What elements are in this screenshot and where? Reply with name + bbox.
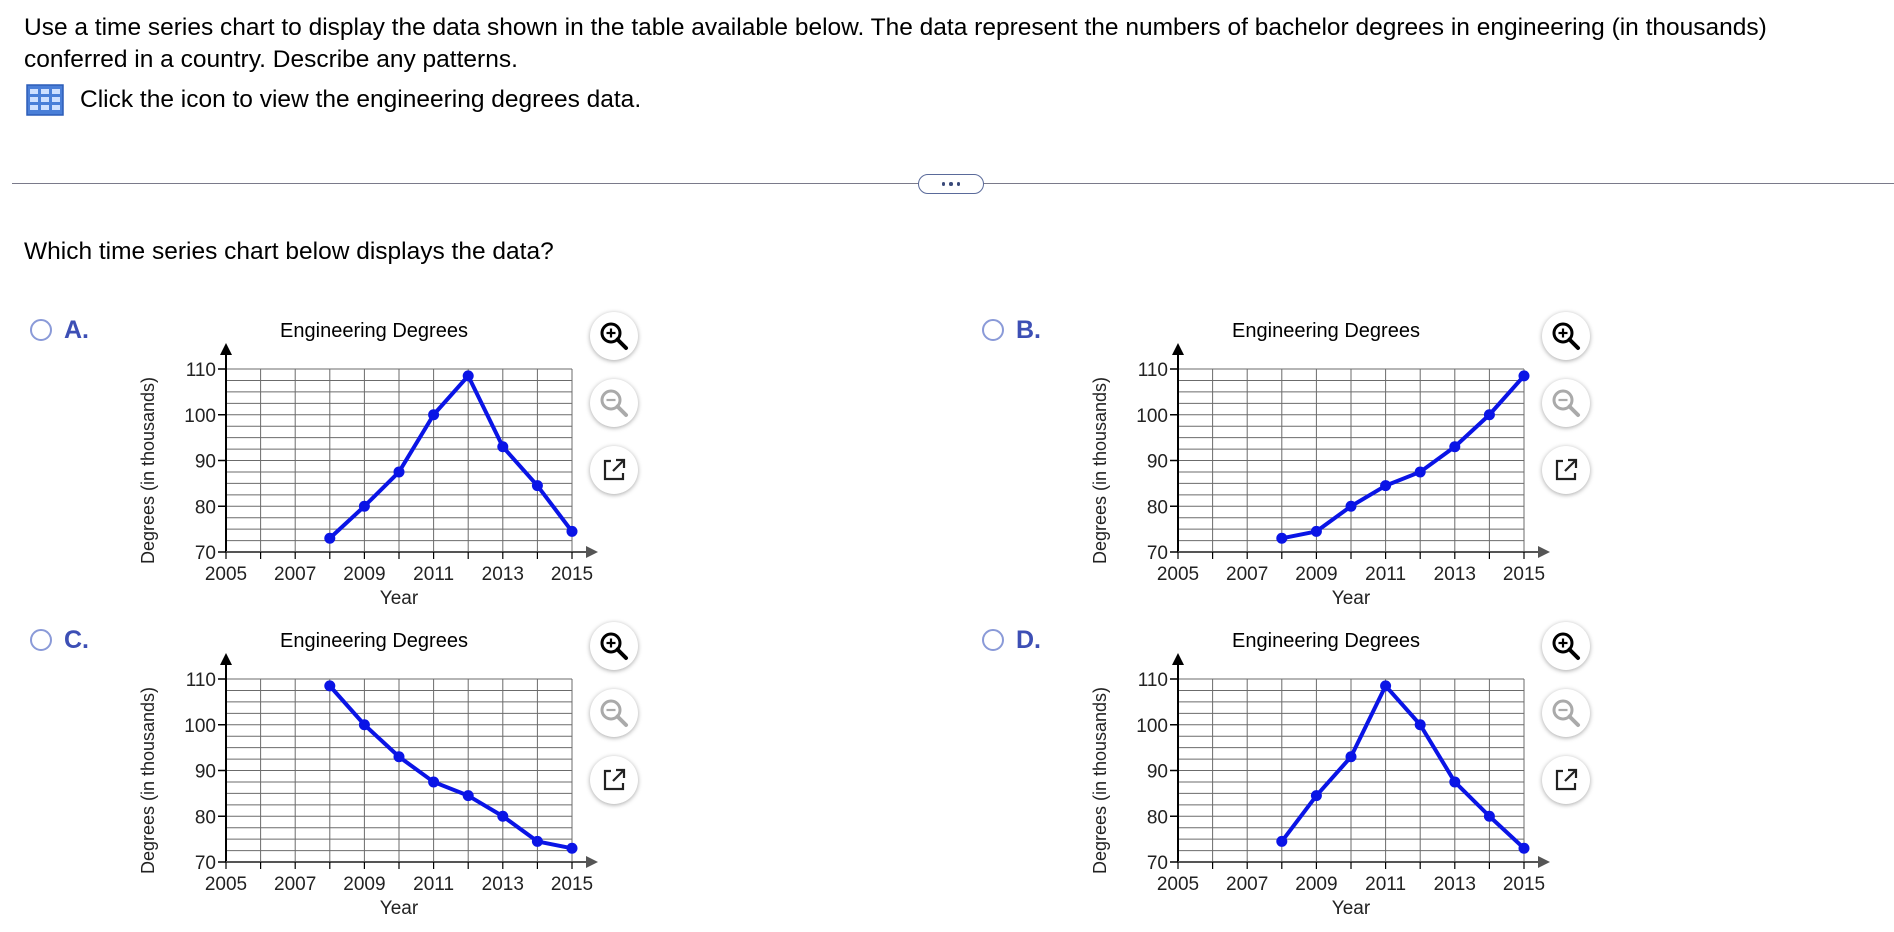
- option-a-radio[interactable]: [30, 319, 52, 341]
- y-axis-arrow: [1172, 653, 1184, 665]
- data-point: [1415, 466, 1426, 477]
- x-tick-label: 2005: [1156, 874, 1200, 895]
- x-tick-label: 2009: [1295, 564, 1338, 585]
- chart-title: Engineering Degrees: [280, 320, 468, 342]
- x-tick-label: 2009: [1295, 874, 1338, 895]
- y-tick-label: 100: [1136, 715, 1168, 737]
- x-axis-arrow: [1538, 546, 1550, 558]
- data-point: [1380, 480, 1391, 491]
- option-b-zoom-out-button[interactable]: [1542, 379, 1590, 427]
- x-tick-label: 2005: [204, 874, 248, 895]
- x-tick-label: 2013: [1433, 564, 1476, 585]
- data-point: [359, 501, 370, 512]
- data-point: [1519, 843, 1530, 854]
- x-tick-label: 2007: [274, 564, 317, 585]
- data-point: [1415, 719, 1426, 730]
- data-point: [1346, 501, 1357, 512]
- y-tick-label: 110: [1137, 360, 1168, 381]
- data-point: [463, 370, 474, 381]
- series-line: [330, 376, 572, 538]
- x-axis-label: Year: [379, 898, 419, 919]
- zoom-out-icon[interactable]: [1549, 386, 1583, 420]
- option-c-popout-button[interactable]: [590, 756, 638, 804]
- more-options-button[interactable]: [918, 174, 984, 194]
- data-point: [428, 409, 439, 420]
- option-a-chart: [98, 311, 618, 609]
- x-tick-label: 2009: [343, 564, 386, 585]
- y-tick-label: 90: [194, 761, 216, 783]
- data-point: [1484, 409, 1495, 420]
- series-line: [330, 686, 572, 848]
- y-tick-label: 70: [194, 853, 216, 874]
- option-b-popout-button[interactable]: [1542, 446, 1590, 494]
- data-point: [532, 836, 543, 847]
- data-point: [463, 790, 474, 801]
- data-point: [1276, 533, 1287, 544]
- option-c-radio[interactable]: [30, 629, 52, 651]
- data-point: [1449, 776, 1460, 787]
- popout-icon[interactable]: [1551, 455, 1581, 485]
- data-point: [1311, 790, 1322, 801]
- y-tick-label: 80: [194, 497, 216, 519]
- y-axis-label: Degrees (in thousands): [138, 686, 158, 875]
- data-point: [497, 441, 508, 452]
- option-a-zoom-out-button[interactable]: [590, 379, 638, 427]
- table-icon[interactable]: [26, 84, 64, 116]
- option-b-letter[interactable]: B.: [1016, 316, 1041, 344]
- option-c-letter[interactable]: C.: [64, 626, 89, 654]
- y-tick-label: 110: [185, 670, 216, 691]
- option-d-zoom-out-button[interactable]: [1542, 689, 1590, 737]
- chart-title: Engineering Degrees: [280, 630, 468, 652]
- popout-icon[interactable]: [1551, 765, 1581, 795]
- series-line: [1282, 686, 1524, 848]
- y-tick-label: 90: [1146, 761, 1168, 783]
- option-b-zoom-in-button[interactable]: [1542, 312, 1590, 360]
- chart-title: Engineering Degrees: [1232, 630, 1420, 652]
- question-text: Use a time series chart to display the data shown in the table available below. The data represent the numbers of bachelor degrees in engineering (in thousands) conferred in a country. Describe any patterns.: [24, 14, 1767, 73]
- x-tick-label: 2015: [1502, 874, 1546, 895]
- x-tick-label: 2015: [550, 564, 594, 585]
- zoom-in-icon[interactable]: [1549, 319, 1583, 353]
- y-axis-arrow: [220, 343, 232, 355]
- data-point: [567, 843, 578, 854]
- data-link-text[interactable]: Click the icon to view the engineering degrees data.: [80, 86, 642, 113]
- y-tick-label: 90: [1146, 451, 1168, 473]
- data-point: [1311, 526, 1322, 537]
- x-tick-label: 2007: [1226, 564, 1269, 585]
- series-line: [1282, 376, 1524, 538]
- x-tick-label: 2007: [274, 874, 317, 895]
- data-point: [324, 680, 335, 691]
- x-axis-label: Year: [379, 588, 419, 609]
- option-b-radio[interactable]: [982, 319, 1004, 341]
- data-point: [532, 480, 543, 491]
- option-d-chart: [1050, 621, 1570, 919]
- y-tick-label: 70: [1146, 543, 1168, 564]
- y-tick-label: 110: [1137, 670, 1168, 691]
- x-axis-arrow: [586, 856, 598, 868]
- x-axis-label: Year: [1331, 588, 1371, 609]
- y-tick-label: 70: [1146, 853, 1168, 874]
- y-tick-label: 90: [194, 451, 216, 473]
- x-axis-label: Year: [1331, 898, 1371, 919]
- prompt-text: Which time series chart below displays the data?: [24, 238, 554, 265]
- data-point: [394, 751, 405, 762]
- y-tick-label: 100: [184, 715, 216, 737]
- x-tick-label: 2011: [413, 564, 455, 585]
- data-point: [1276, 836, 1287, 847]
- zoom-in-icon[interactable]: [597, 629, 631, 663]
- data-point: [1449, 441, 1460, 452]
- data-point: [1346, 751, 1357, 762]
- x-tick-label: 2011: [1365, 874, 1407, 895]
- option-a-popout-button[interactable]: [590, 446, 638, 494]
- y-tick-label: 80: [194, 807, 216, 829]
- zoom-out-icon[interactable]: [1549, 696, 1583, 730]
- y-axis-label: Degrees (in thousands): [138, 376, 158, 565]
- option-d-letter[interactable]: D.: [1016, 626, 1041, 654]
- popout-icon[interactable]: [599, 455, 629, 485]
- data-point: [1519, 370, 1530, 381]
- data-point: [359, 719, 370, 730]
- x-tick-label: 2013: [481, 564, 524, 585]
- data-point: [1484, 811, 1495, 822]
- y-axis-label: Degrees (in thousands): [1090, 686, 1110, 875]
- chart-title: Engineering Degrees: [1232, 320, 1420, 342]
- x-tick-label: 2011: [1365, 564, 1407, 585]
- x-tick-label: 2013: [481, 874, 524, 895]
- x-tick-label: 2005: [204, 564, 248, 585]
- data-link[interactable]: [26, 84, 641, 116]
- x-axis-arrow: [1538, 856, 1550, 868]
- x-tick-label: 2011: [413, 874, 455, 895]
- y-tick-label: 100: [1136, 405, 1168, 427]
- data-point: [394, 466, 405, 477]
- option-a-zoom-in-button[interactable]: [590, 312, 638, 360]
- x-tick-label: 2009: [343, 874, 386, 895]
- zoom-in-icon[interactable]: [597, 319, 631, 353]
- x-tick-label: 2015: [550, 874, 594, 895]
- zoom-out-icon[interactable]: [597, 386, 631, 420]
- popout-icon[interactable]: [599, 765, 629, 795]
- option-b-chart: [1050, 311, 1570, 609]
- zoom-out-icon[interactable]: [597, 696, 631, 730]
- x-tick-label: 2005: [1156, 564, 1200, 585]
- x-axis-arrow: [586, 546, 598, 558]
- y-tick-label: 80: [1146, 807, 1168, 829]
- x-tick-label: 2007: [1226, 874, 1269, 895]
- data-point: [324, 533, 335, 544]
- zoom-in-icon[interactable]: [1549, 629, 1583, 663]
- option-a-letter[interactable]: A.: [64, 316, 89, 344]
- y-tick-label: 70: [194, 543, 216, 564]
- option-d-zoom-in-button[interactable]: [1542, 622, 1590, 670]
- option-c-chart: [98, 621, 618, 919]
- option-d-radio[interactable]: [982, 629, 1004, 651]
- y-tick-label: 80: [1146, 497, 1168, 519]
- y-axis-label: Degrees (in thousands): [1090, 376, 1110, 565]
- y-axis-arrow: [220, 653, 232, 665]
- data-point: [428, 776, 439, 787]
- x-tick-label: 2015: [1502, 564, 1546, 585]
- data-point: [567, 526, 578, 537]
- y-tick-label: 100: [184, 405, 216, 427]
- y-tick-label: 110: [185, 360, 216, 381]
- data-point: [497, 811, 508, 822]
- option-c-zoom-out-button[interactable]: [590, 689, 638, 737]
- option-d-popout-button[interactable]: [1542, 756, 1590, 804]
- option-c-zoom-in-button[interactable]: [590, 622, 638, 670]
- x-tick-label: 2013: [1433, 874, 1476, 895]
- y-axis-arrow: [1172, 343, 1184, 355]
- data-point: [1380, 680, 1391, 691]
